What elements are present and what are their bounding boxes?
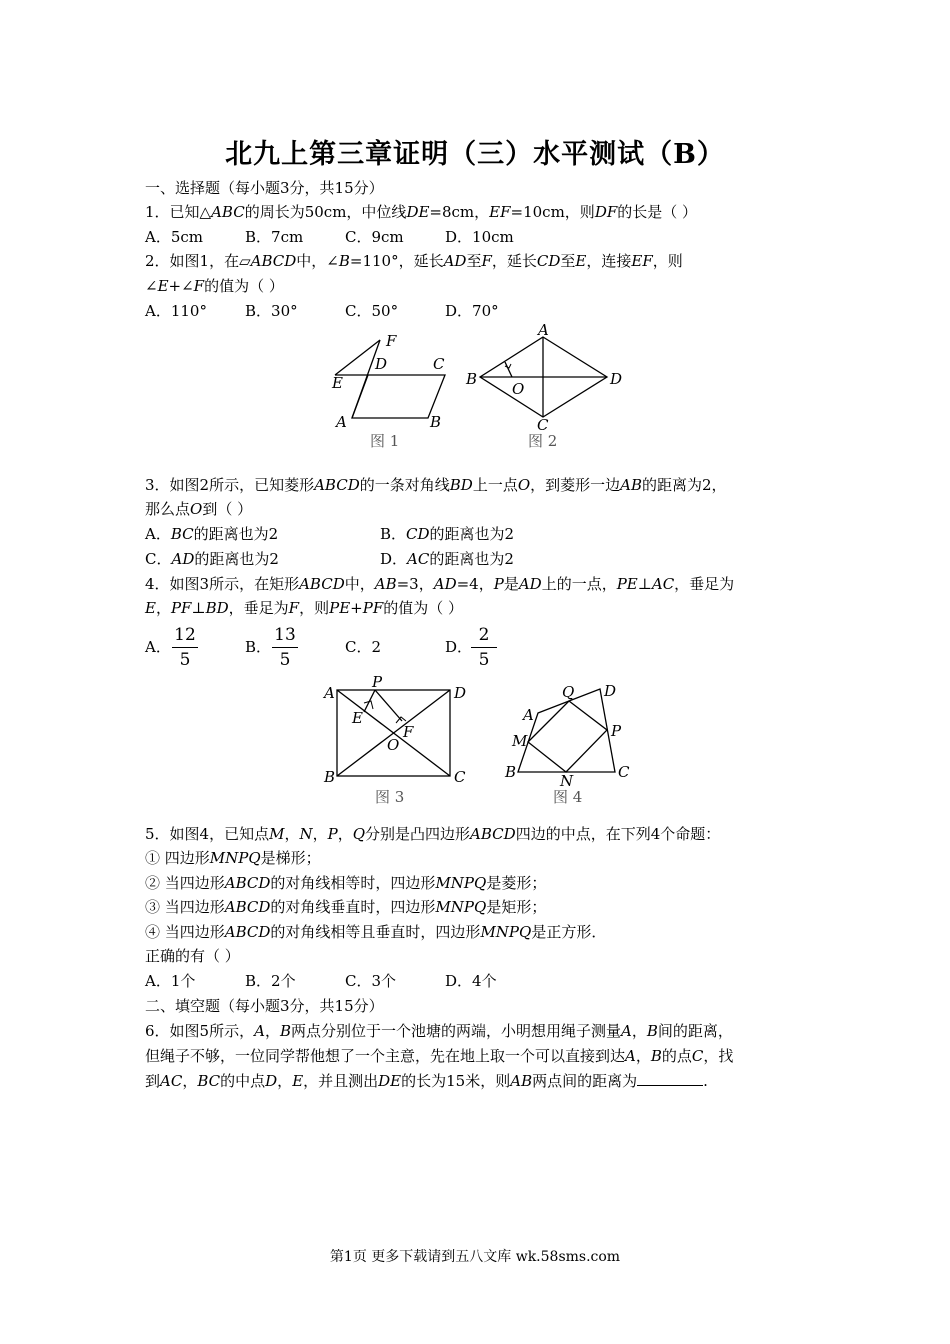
fig3-label-p: P [372,673,383,691]
q5-option-a: A．1个 [145,972,196,990]
fig4-label-q: Q [562,683,575,701]
q1-option-b: B．7cm [245,228,304,246]
question-4: 4．如图3所示，在矩形ABCD中，AB=3，AD=4，P是AD上的一点，PE⊥AC，垂足为 [145,575,735,593]
section-choice-heading: 一、选择题（每小题3分，共15分） [145,179,384,197]
fig2-label-c: C [537,416,549,434]
fig2-label-a: A [538,321,549,339]
fig4-label-a: A [523,706,534,724]
q3-option-c: C．AD的距离也为2 [145,550,279,568]
fig3-label-a: A [324,684,335,702]
q5-statement-3: ③ 当四边形ABCD的对角线垂直时，四边形MNPQ是矩形； [145,898,547,916]
question-6-line-3: 到AC，BC的中点D，E，并且测出DE的长为15米，则AB两点间的距离为 . [145,1072,708,1090]
q4-option-c: C．2 [345,638,382,656]
question-5: 5．如图4，已知点M，N，P，Q分别是凸四边形ABCD四边的中点，在下列4个命题： [145,825,721,843]
fig3-label-o: O [387,736,400,754]
page-footer: 第1页 更多下载请到五八文库 wk.58sms.com [329,1249,621,1265]
q3-option-d: D．AC的距离也为2 [380,550,514,568]
fig4-label-c: C [618,763,630,781]
fig2-label-b: B [466,370,478,388]
question-4-line-2: E，PF⊥BD，垂足为F，则PE+PF的值为（ ） [145,599,464,617]
question-3: 3．如图2所示，已知菱形ABCD的一条对角线BD上一点O，到菱形一边AB的距离为2， [145,476,727,494]
fig2-label-o: O [512,380,525,398]
q5-ask: 正确的有（ ） [145,947,240,965]
fig3-caption: 图 3 [375,788,405,806]
question-2-line-2: ∠E+∠F的值为（ ） [145,277,284,295]
answer-blank[interactable] [637,1070,703,1086]
fig3-label-c: C [454,768,466,786]
q2-option-c: C．50° [345,302,399,320]
q4-option-a-fraction: $\frac{12}{5}$ [172,625,198,670]
fig3-label-b: B [324,768,336,786]
fig4-label-n: N [560,772,574,790]
q3-option-b: B．CD的距离也为2 [380,525,515,543]
fig2-caption: 图 2 [528,432,558,450]
q5-option-b: B．2个 [245,972,296,990]
q4-option-d-label: D． [445,638,473,656]
fig3-label-f: F [403,723,414,741]
q4-option-b-label: B． [245,638,272,656]
q4-option-b-fraction: $\frac{13}{5}$ [272,625,298,670]
q5-statement-4: ④ 当四边形ABCD的对角线相等且垂直时，四边形MNPQ是正方形． [145,923,607,941]
q5-statement-1: ① 四边形MNPQ是梯形； [145,849,321,867]
fig4-label-p: P [611,722,622,740]
fig1-caption: 图 1 [370,432,400,450]
fig3-label-d: D [454,684,467,702]
fig1-label-a: A [336,413,347,431]
q5-option-d: D．4个 [445,972,497,990]
fig1-label-e: E [332,374,343,392]
q1-option-c: C．9cm [345,228,404,246]
question-1: 1．已知△ABC的周长为50cm，中位线DE=8cm，EF=10cm，则DF的长是（ ） [145,203,698,221]
q2-option-a: A．110° [145,302,207,320]
q4-option-a-label: A． [145,638,171,656]
fig3-label-e: E [352,709,363,727]
section-fill-heading: 二、填空题（每小题3分，共15分） [145,997,384,1015]
q5-option-c: C．3个 [345,972,397,990]
fig1-label-b: B [430,413,442,431]
page-title: 北九上第三章证明（三）水平测试（B） [225,139,725,170]
q3-option-a: A．BC的距离也为2 [145,525,279,543]
q4-option-d-fraction: $\frac{2}{5}$ [471,625,497,670]
figure-4 [518,689,615,772]
question-2: 2．如图1，在▱ABCD中，∠B=110°，延长AD至F，延长CD至E，连接EF，则 [145,252,683,270]
question-6-line-2: 但绳子不够，一位同学帮他想了一个主意，先在地上取一个可以直接到达A，B的点C，找 [145,1047,734,1065]
question-3-line-2: 那么点O到（ ） [145,500,253,518]
q2-option-b: B．30° [245,302,298,320]
q1-option-d: D．10cm [445,228,514,246]
fig4-caption: 图 4 [553,788,583,806]
fig1-label-c: C [433,355,445,373]
fig1-label-d: D [375,355,388,373]
q5-statement-2: ② 当四边形ABCD的对角线相等时，四边形MNPQ是菱形； [145,874,547,892]
fig1-label-f: F [386,332,397,350]
fig4-label-b: B [505,763,517,781]
fig4-label-d: D [604,682,617,700]
fig2-label-d: D [610,370,623,388]
q2-option-d: D．70° [445,302,499,320]
q1-option-a: A．5cm [145,228,204,246]
question-6: 6．如图5所示，A，B两点分别位于一个池塘的两端，小明想用绳子测量A，B间的距离， [145,1022,733,1040]
figure-3 [337,690,450,776]
fig4-label-m: M [512,732,528,750]
